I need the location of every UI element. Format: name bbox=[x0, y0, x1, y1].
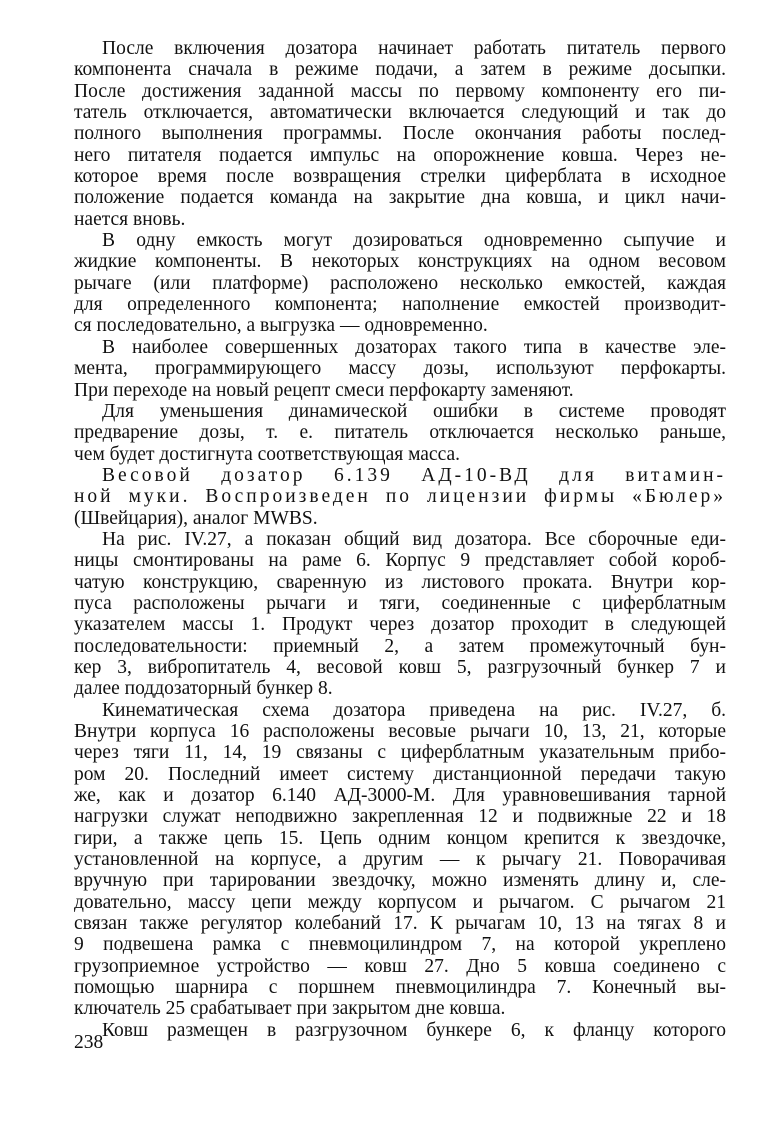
text-line: На рис. IV.27, а показан общий вид дозатора. Все сборочные еди- bbox=[102, 528, 726, 550]
text-line: для определенного компонента; наполнение емкостей производит- bbox=[74, 294, 726, 316]
text-line: татель отключается, автоматически включается следующий и так до bbox=[74, 102, 726, 124]
text-line: же, как и дозатор 6.140 АД-3000-М. Для уравновешивания тарной bbox=[74, 785, 726, 807]
text-line: последовательности: приемный 2, а затем промежуточный бун- bbox=[74, 635, 726, 657]
text-line: кер 3, вибропитатель 4, весовой ковш 5, разгрузочный бункер 7 и bbox=[74, 656, 726, 678]
text-line: которое время после возвращения стрелки циферблата в исходное bbox=[74, 166, 726, 188]
section-heading-line: ной муки. Воспроизведен по лицензии фирмы «Бюлер» bbox=[74, 486, 726, 508]
text-line: Для уменьшения динамической ошибки в системе проводят bbox=[102, 400, 726, 422]
text-line: мента, программирующего массу дозы, используют перфокарты. bbox=[74, 358, 726, 380]
text-line: компонента сначала в режиме подачи, а затем в режиме досыпки. bbox=[74, 59, 726, 81]
text-line: Кинематическая схема дозатора приведена на рис. IV.27, б. bbox=[102, 699, 726, 721]
text-line: В наиболее совершенных дозаторах такого типа в качестве эле- bbox=[102, 336, 726, 358]
text-line: установленной на корпусе, а другим — к рычагу 21. Поворачивая bbox=[74, 849, 726, 871]
page-number: 238 bbox=[74, 1032, 104, 1053]
text-line: Ковш размещен в разгрузочном бункере 6, к фланцу которого bbox=[102, 1019, 726, 1041]
text-line: связан также регулятор колебаний 17. К рычагам 10, 13 на тягах 8 и bbox=[74, 913, 726, 935]
text-line: нагрузки служат неподвижно закрепленная 12 и подвижные 22 и 18 bbox=[74, 806, 726, 828]
text-line: гири, а также цепь 15. Цепь одним концом крепится к звездочке, bbox=[74, 827, 726, 849]
text-line: Внутри корпуса 16 расположены весовые рычаги 10, 13, 21, которые bbox=[74, 721, 726, 742]
text-line: указателем массы 1. Продукт через дозатор проходит в следующей bbox=[74, 614, 726, 636]
text-line: пуса расположены рычаги и тяги, соединенные с циферблатным bbox=[74, 592, 726, 614]
text-line: (Швейцария), аналог MWBS. bbox=[74, 507, 318, 529]
text-line: него питателя подается импульс на опорожнение ковша. Через не- bbox=[74, 144, 726, 166]
text-line: После достижения заданной массы по первому компоненту его пи- bbox=[74, 80, 726, 102]
text-line: ром 20. Последний имеет систему дистанционной передачи такую bbox=[74, 763, 726, 785]
text-line: через тяги 11, 14, 19 связаны с циферблатным указательным прибо- bbox=[74, 742, 726, 764]
text-line: 9 подвешена рамка с пневмоцилиндром 7, на которой укреплено bbox=[74, 934, 726, 956]
text-line: помощью шарнира с поршнем пневмоцилиндра 7. Конечный вы- bbox=[74, 977, 726, 999]
text-line: далее поддозаторный бункер 8. bbox=[74, 678, 333, 700]
text-line: довательно, массу цепи между корпусом и рычагом. С рычагом 21 bbox=[74, 891, 726, 913]
text-line: В одну емкость могут дозироваться одновременно сыпучие и bbox=[102, 230, 726, 252]
section-heading-line: Весовой дозатор 6.139 АД-10-ВД для витамин- bbox=[102, 464, 726, 486]
text-line: жидкие компоненты. В некоторых конструкциях на одном весовом bbox=[74, 251, 726, 273]
text-line: предварение дозы, т. е. питатель отключается несколько раньше, bbox=[74, 422, 726, 444]
text-line: После включения дозатора начинает работать питатель первого bbox=[102, 38, 726, 59]
text-line: грузоприемное устройство — ковш 27. Дно 5 ковша соединено с bbox=[74, 955, 726, 977]
body-text bbox=[74, 38, 726, 1041]
text-line: чатую конструкцию, сваренную из листового проката. Внутри кор- bbox=[74, 571, 726, 593]
text-line: рычаге (или платформе) расположено несколько емкостей, каждая bbox=[74, 272, 726, 294]
text-line: ницы смонтированы на раме 6. Корпус 9 представляет собой короб- bbox=[74, 550, 726, 572]
text-line: чем будет достигнута соответствующая масса. bbox=[74, 443, 461, 465]
text-line: положение подается команда на закрытие дна ковша, и цикл начи- bbox=[74, 187, 726, 209]
text-line: При переходе на новый рецепт смеси перфокарту заменяют. bbox=[74, 379, 574, 401]
text-line: ключатель 25 срабатывает при закрытом дне ковша. bbox=[74, 998, 506, 1020]
text-line: ся последовательно, а выгрузка — одновременно. bbox=[74, 315, 488, 337]
text-line: вручную при тарировании звездочку, можно изменять длину и, сле- bbox=[74, 870, 726, 892]
text-line: полного выполнения программы. После окончания работы послед- bbox=[74, 123, 726, 145]
text-line: нается вновь. bbox=[74, 208, 186, 230]
